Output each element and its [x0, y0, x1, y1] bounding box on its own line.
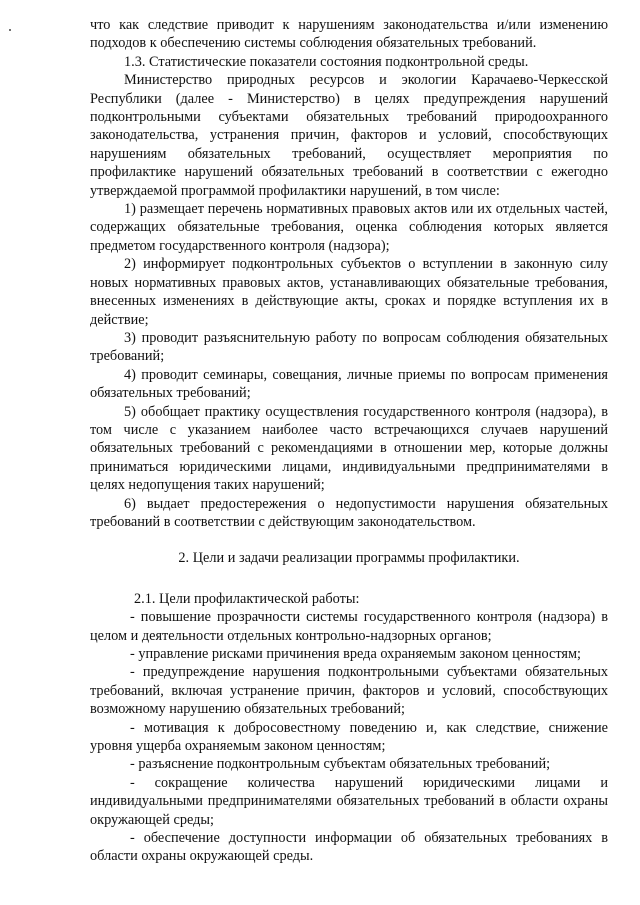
paragraph-continuation: что как следствие приводит к нарушениям законодательства и/или изменению подходов к обеспечению системы соблюдения обязательных требований. — [90, 17, 608, 52]
goal-item-1: - повышение прозрачности системы государственного контроля (надзора) в целом и деятельности отдельных контрольно-надзорных органов; — [90, 609, 608, 644]
list-item-6: 6) выдает предостережения о недопустимости нарушения обязательных требований в соответствии с действующим законодательством. — [90, 495, 608, 530]
goal-item-2: - управление рисками причинения вреда охраняемым законом ценностям; — [130, 646, 581, 662]
list-item-1: 1) размещает перечень нормативных правовых актов или их отдельных частей, содержащих обязательные требования, оценка соблюдения которых является предметом государственного контроля (надзора); — [90, 201, 608, 254]
list-item-3: 3) проводит разъяснительную работу по вопросам соблюдения обязательных требований; — [90, 329, 608, 365]
list-item-2: 2) информирует подконтрольных субъектов о вступлении в законную силу новых нормативных правовых актов, устанавливающих обязательные требования, внесенных изменениях в действующие акты, сроках и порядке вступления их в действие; — [90, 256, 608, 328]
goal-item-5: - разъяснение подконтрольным субъектам обязательных требований; — [130, 756, 551, 773]
goal-item-3: - предупреждение нарушения подконтрольными субъектами обязательных требований, включая устранение причин, факторов и условий, способствующих возможному нарушению обязательных требований; — [90, 664, 608, 718]
list-item-4: 4) проводит семинары, совещания, личные приемы по вопросам применения обязательных требований; — [90, 366, 608, 402]
goal-item-7: - обеспечение доступности информации об обязательных требованиях в области охраны окружающей среды. — [90, 830, 608, 865]
document-page — [90, 16, 608, 866]
list-item-5: 5) обобщает практику осуществления государственного контроля (надзора), в том числе с указанием наиболее часто встречающихся случаев нарушений обязательных требований с рекомендациями в отношении мер, которые должны приниматься юридическими лицами, индивидуальными предпринимателями в целях недопущения таких нарушений; — [90, 403, 608, 494]
paragraph-ministry-intro: Министерство природных ресурсов и экологии Карачаево-Черкесской Республики (далее - Министерство) в целях предупреждения нарушений подконтрольными субъектами обязательных требований природоохранного законодательства, устранения причин, факторов и условий, способствующих нарушениям обязательных требований, осуществляет мероприятия по профилактике нарушений обязательных требований в соответствии с ежегодно утверждаемой программой профилактики нарушений, в том числе: — [90, 72, 608, 199]
paragraph-goals-title: 2.1. Цели профилактической работы: — [134, 590, 360, 607]
section-2-heading: 2. Цели и задачи реализации программы профилактики. — [178, 550, 520, 567]
paragraph-section-1-3: 1.3. Статистические показатели состояния подконтрольной среды. — [124, 53, 529, 70]
goal-item-6: - сокращение количества нарушений юридическими лицами и индивидуальными предпринимателями обязательных требований в области охраны окружающей среды; — [90, 774, 608, 828]
goal-item-4: - мотивация к добросовестному поведению и, как следствие, снижение уровня ущерба охраняемым законом ценностям; — [90, 719, 608, 755]
scan-speck — [9, 29, 11, 31]
